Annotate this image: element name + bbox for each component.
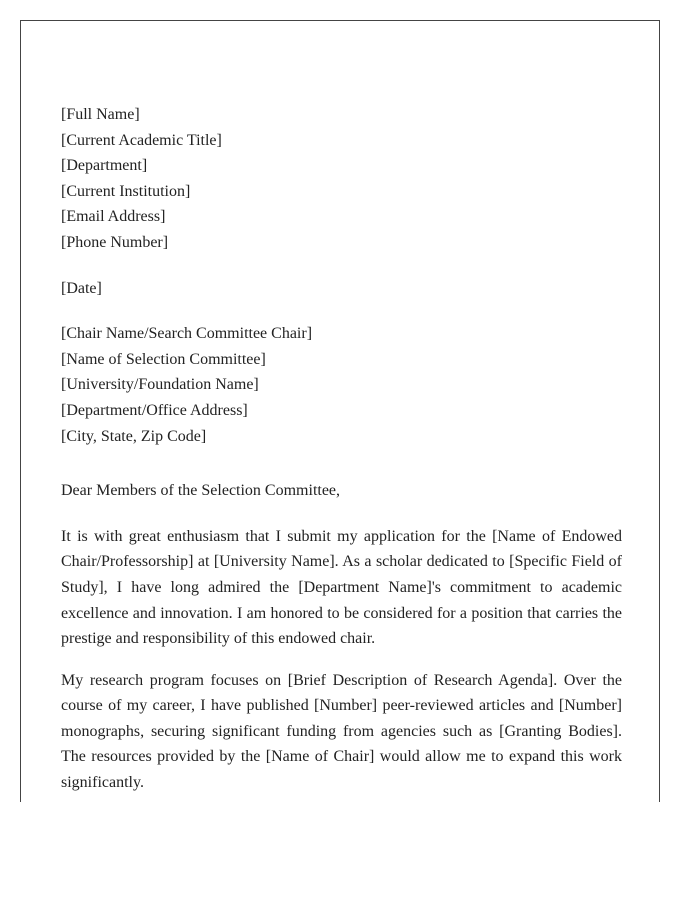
sender-email: [Email Address] [61, 208, 166, 226]
salutation: Dear Members of the Selection Committee, [61, 482, 341, 500]
recipient-city-state-zip: [City, State, Zip Code] [61, 427, 207, 445]
body-paragraph-research: My research program focuses on [Brief Description of Research Agenda]. Over the course of my career, I have published [Number] peer-reviewed articles and [Number] monographs, securing significant funding from agencies such as [Granting Bodies]. The resources provided by the [Name of Chair] would allow me to expand this work significantly. [61, 671, 622, 792]
body-paragraph-intro: It is with great enthusiasm that I submit my application for the [Name of Endowed Chair/Professorship] at [University Name]. As a scholar dedicated to [Specific Field of Study], I have long admired the [Department Name]'s commitment to academic excellence and innovation. I am honored to be considered for a position that carries the prestige and responsibility of this endowed chair. [61, 527, 622, 648]
recipient-block [61, 321, 622, 449]
letter-page [20, 20, 660, 802]
date-block [61, 276, 622, 302]
recipient-address: [Department/Office Address] [61, 401, 248, 419]
sender-academic-title: [Current Academic Title] [61, 131, 222, 149]
sender-phone: [Phone Number] [61, 233, 169, 251]
recipient-university: [University/Foundation Name] [61, 376, 259, 394]
recipient-committee-name: [Name of Selection Committee] [61, 350, 266, 368]
sender-block [61, 102, 622, 256]
letter-date: [Date] [61, 279, 102, 297]
sender-full-name: [Full Name] [61, 106, 140, 123]
letter-content [61, 102, 622, 796]
recipient-chair-name: [Chair Name/Search Committee Chair] [61, 325, 313, 343]
sender-department: [Department] [61, 157, 148, 175]
sender-institution: [Current Institution] [61, 182, 191, 200]
